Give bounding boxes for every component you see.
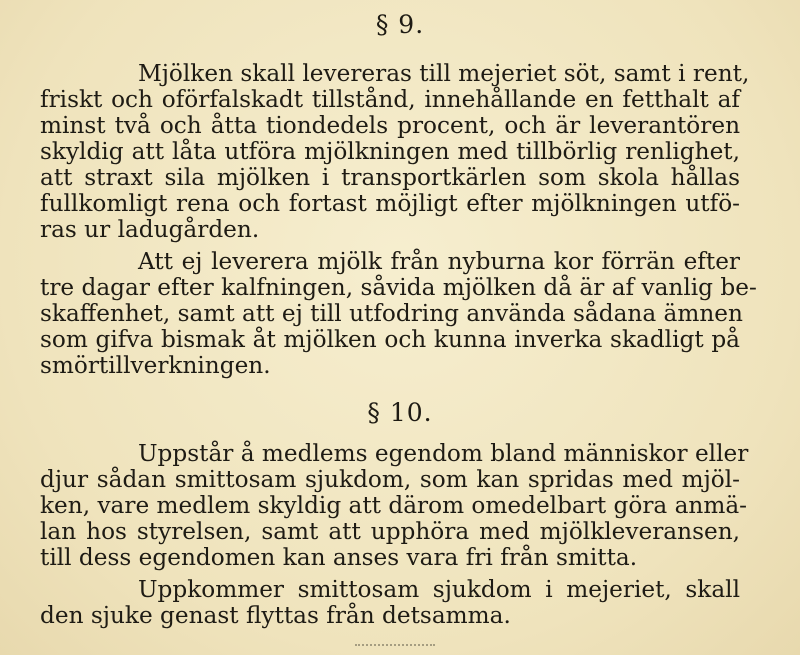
text-line: ras ur ladugården. [40,216,260,243]
text-line: Mjölken skall levereras till mejeriet söt, samt i rent, [138,60,750,87]
text-line: smörtillverkningen. [40,352,271,379]
text-line: den sjuke genast flyttas från detsamma. [40,602,511,629]
text-line: friskt och oförfalskadt tillstånd, innehållande en fetthalt af [40,86,740,113]
text-line: skyldig att låta utföra mjölkningen med tillbörlig renlighet, [40,138,740,165]
text-line: Att ej leverera mjölk från nyburna kor förrän efter [138,248,740,275]
text-line: minst två och åtta tiondedels procent, och är leverantören [40,112,740,139]
text-line: djur sådan smittosam sjukdom, som kan spridas med mjöl- [40,466,740,493]
text-line: Uppstår å medlems egendom bland människor eller [138,440,749,467]
section-10-heading: § 10. [367,398,433,427]
text-line: lan hos styrelsen, samt att upphöra med mjölkleveransen, [40,518,740,545]
section-9-heading: § 9. [375,10,425,39]
text-line: Uppkommer smittosam sjukdom i mejeriet, skall [138,576,740,603]
text-line: till dess egendomen kan anses vara fri från smitta. [40,544,638,571]
text-line: ken, vare medlem skyldig att därom omedelbart göra anmä- [40,492,748,519]
text-line: skaffenhet, samt att ej till utfodring använda sådana ämnen [40,300,743,327]
next-section-heading-cropped [355,644,435,652]
text-line: fullkomligt rena och fortast möjligt efter mjölkningen utfö- [40,190,740,217]
text-line: som gifva bismak åt mjölken och kunna inverka skadligt på [40,326,740,353]
text-line: att straxt sila mjölken i transportkärlen som skola hållas [40,164,740,191]
text-line: tre dagar efter kalfningen, såvida mjölken då är af vanlig be- [40,274,757,301]
